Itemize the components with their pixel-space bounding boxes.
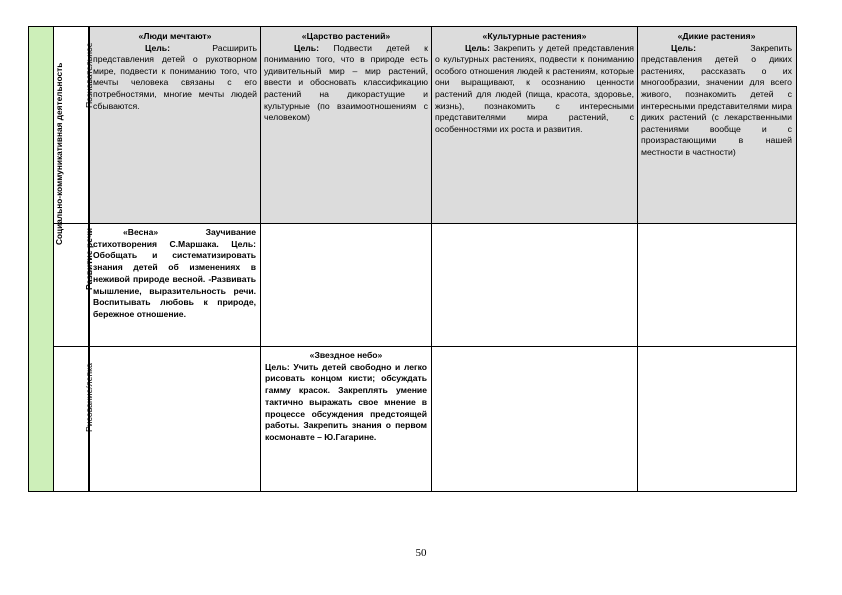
cell-wild-plants (641, 31, 792, 159)
goal-text: Закрепить представления детей о диких растениях, рассказать о их многообразии, значении для всего живого, познакомить детей с интересными представителями мира диких растений (с лекарственными растениями вообще и с произрастающими в нашей местности в частности) (641, 42, 792, 157)
lesson-title: «Весна» (123, 227, 159, 237)
goal-label: Цель: (265, 361, 290, 372)
goal-label: Цель: (145, 42, 171, 53)
row-label-cognitive: Познавательное (84, 42, 94, 108)
goal-text: Закрепить у детей представления о культурных растениях, подвести к пониманию особого отношения людей к растениям, которые они выращивают, к осознанию ценности растений для людей (пища, красота, здоровье, жизнь), познакомить с интересными представителями мира растений, с особенностями их роста и развития. (435, 42, 634, 134)
cell-spring (93, 227, 256, 321)
lesson-title: «Звездное небо» (309, 350, 383, 360)
lesson-description (265, 362, 427, 444)
goal-label: Цель: (294, 42, 320, 53)
cell-starry-sky (265, 350, 427, 444)
lesson-description (93, 43, 257, 113)
section-label: Социально-коммуникативная деятельность (54, 62, 64, 245)
lesson-title: «Культурные растения» (482, 31, 587, 41)
lesson-description (264, 43, 428, 124)
lesson-description (435, 43, 634, 136)
row-label-speech: Развитие речи (84, 227, 94, 290)
goal-label: Цель: (231, 238, 256, 249)
goal-text: Подвести детей к пониманию того, что в природе есть удивительный мир – мир растений, ввести и обосновать классификацию растений на дикорастущие и культурные (по взаимоотношениям с человеком) (264, 42, 428, 123)
lesson-intro: Заучивание стихотворения С.Маршака. (93, 227, 256, 249)
lesson-description (641, 43, 792, 159)
row-label-drawing: Рисование/лепка (84, 363, 94, 432)
goal-text: Учить детей свободно и легко рисовать концом кисти; обсуждать гамму красок. Закреплять умение тактично выражать свое мнение в процессе обсуждения предстоящей работы. Закрепить знания о первом космонавте – Ю.Гагарине. (265, 361, 428, 442)
cell-people-dream (93, 31, 257, 112)
lesson-title: «Люди мечтают» (138, 31, 212, 41)
cell-plant-kingdom (264, 31, 428, 124)
goal-text: Расширить представления детей о рукотворном мире, подвести к пониманию того, что мечты человека связаны с его потребностями, многие мечты людей сбываются. (93, 42, 257, 111)
lesson-title: «Дикие растения» (677, 31, 756, 41)
goal-text: Обобщать и систематизировать знания детей об изменениях в неживой природе весной. -Развивать мышление, выразительность речи. Воспитывать любовь к природе, бережное отношение. (93, 250, 256, 319)
lesson-title: «Царство растений» (301, 31, 391, 41)
goal-label: Цель: (671, 42, 697, 53)
page-number: 50 (415, 547, 427, 559)
section-label-column (28, 27, 53, 491)
cell-cultivated-plants (435, 31, 634, 135)
goal-label: Цель: (465, 42, 491, 53)
